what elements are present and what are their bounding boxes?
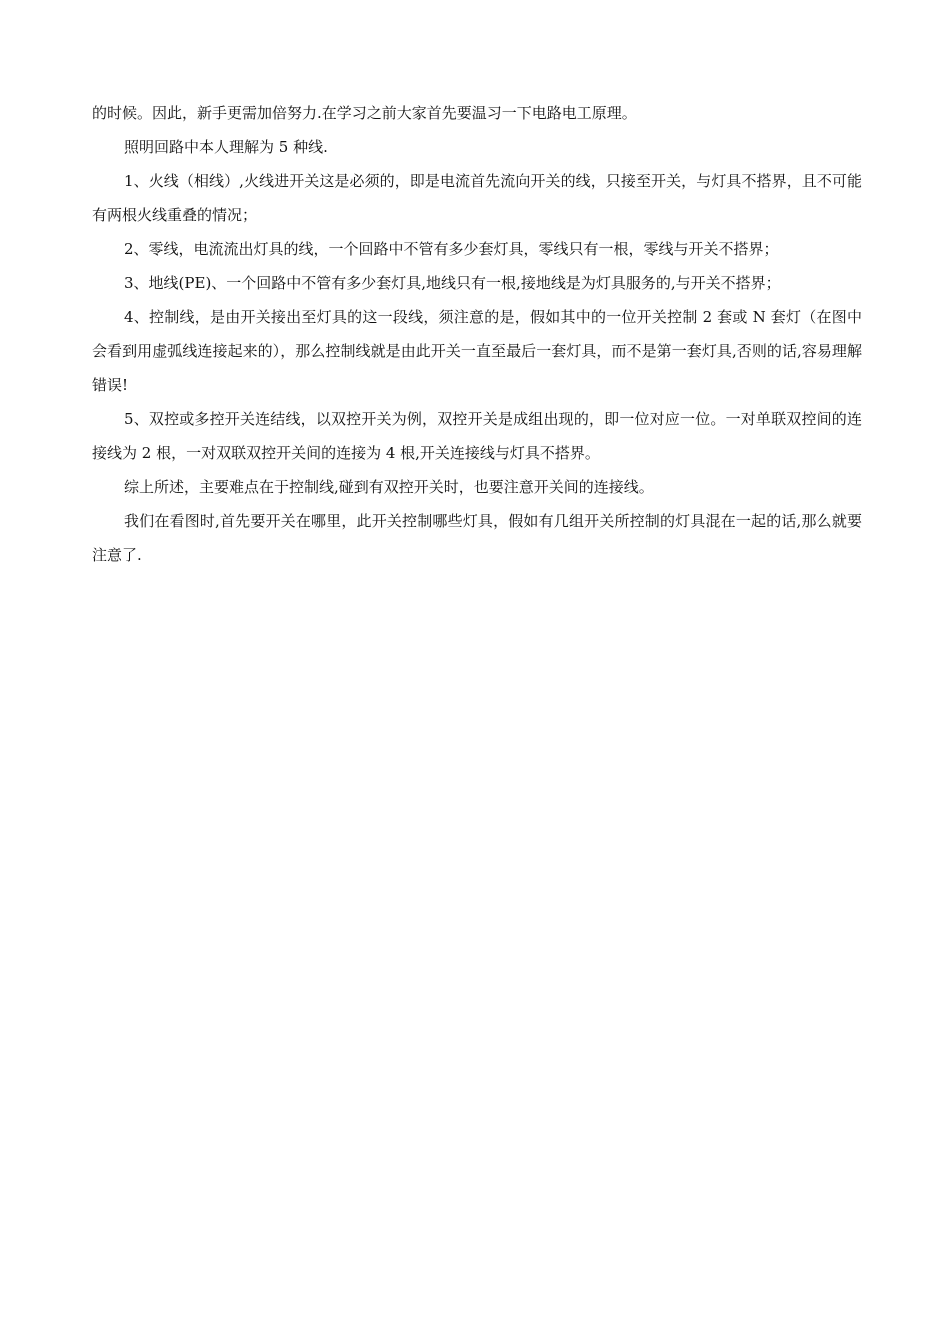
paragraph-neutral-wire: 2、零线，电流流出灯具的线，一个回路中不管有多少套灯具，零线只有一根，零线与开关不搭界； [124,240,779,258]
paragraph-two-way-switch: 5、双控或多控开关连结线，以双控开关为例，双控开关是成组出现的，即一位对应一位。一对单联双控间的连接线为 2 根，一对双联双控开关间的连接为 4 根,开关连接线与灯具不搭界。 [92,410,862,462]
paragraph-control-wire: 4、控制线，是由开关接出至灯具的这一段线，须注意的是，假如其中的一位开关控制 2 套或 N 套灯（在图中会看到用虚弧线连接起来的），那么控制线就是由此开关一直至最后一套灯具，而不是第一套灯具,否则的话,容易理解错误! [92,308,862,394]
paragraph-five-wires: 照明回路中本人理解为 5 种线. [124,138,328,156]
paragraph-live-wire: 1、火线（相线）,火线进开关这是必须的，即是电流首先流向开关的线，只接至开关，与灯具不搭界，且不可能有两根火线重叠的情况； [92,172,862,224]
paragraph-intro-continuation: 的时候。因此，新手更需加倍努力.在学习之前大家首先要温习一下电路电工原理。 [92,104,637,122]
paragraph-reading-tips: 我们在看图时,首先要开关在哪里，此开关控制哪些灯具，假如有几组开关所控制的灯具混在一起的话,那么就要注意了. [92,512,862,564]
document-body [92,96,862,572]
paragraph-summary: 综上所述，主要难点在于控制线,碰到有双控开关时，也要注意开关间的连接线。 [124,478,654,496]
paragraph-ground-wire: 3、地线(PE)、一个回路中不管有多少套灯具,地线只有一根,接地线是为灯具服务的,与开关不搭界； [124,274,781,292]
